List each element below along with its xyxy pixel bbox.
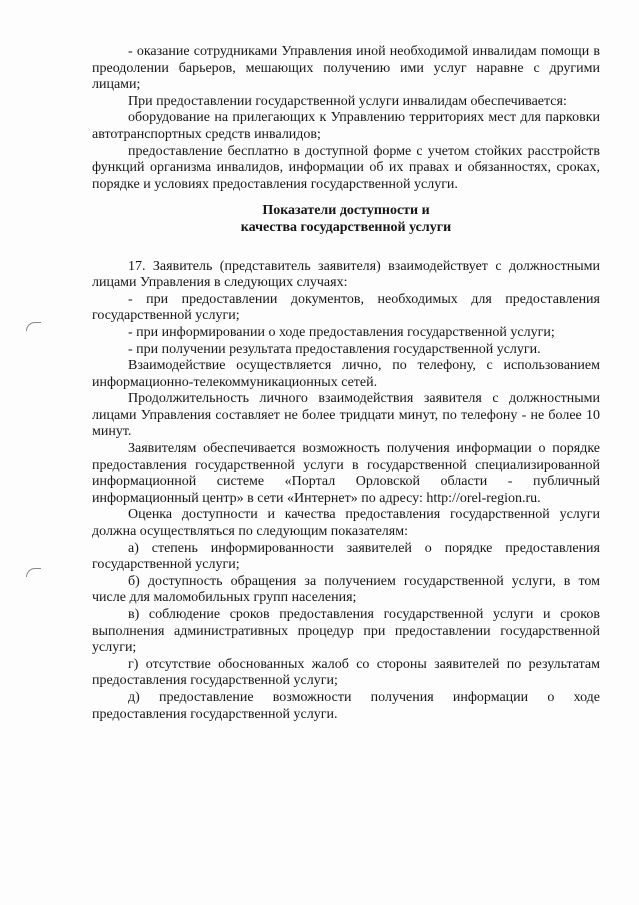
paragraph: При предоставлении государственной услуги инвалидам обеспечивается: [128, 93, 567, 109]
paragraph: - при информировании о ходе предоставления государственной услуги; [128, 324, 555, 340]
punch-hole-mark [26, 322, 41, 331]
paragraph: оборудование на прилегающих к Управлению территориях мест для парковки автотранспортных средств инвалидов; [92, 110, 600, 142]
paragraph: - оказание сотрудниками Управления иной необходимой инвалидам помощи в преодолении барьеров, мешающих получению ими услуг наравне с другими лицами; [92, 44, 600, 93]
paragraph: 17. Заявитель (представитель заявителя) взаимодействует с должностными лицами Управления в следующих случаях: [92, 258, 600, 291]
punch-hole-mark [26, 568, 41, 577]
paragraph: Заявителям обеспечивается возможность получения информации о порядке предоставления государственной услуги в государственной специализированной информационной системе «Портал Орловской области - публичный информационный центр» в сети «Интернет» по адресу: http://orel-region.ru. [92, 441, 600, 506]
section-heading-line: качества государственной услуги [240, 219, 452, 235]
paragraph: б) доступность обращения за получением государственной услуги, в том числе для маломобильных групп населения; [92, 573, 600, 606]
paragraph: в) соблюдение сроков предоставления государственной услуги и сроков выполнения административных процедур при предоставлении государственной услуги; [92, 607, 600, 656]
paragraph: а) степень информированности заявителей о порядке предоставления государственной услуги; [92, 540, 600, 573]
paragraph: - при предоставлении документов, необходимых для предоставления государственной услуги; [92, 291, 600, 324]
paragraph: г) отсутствие обоснованных жалоб со стороны заявителей по результатам предоставления государственной услуги; [92, 656, 600, 689]
document-body [92, 44, 600, 723]
section-heading [92, 193, 600, 246]
paragraph: предоставление бесплатно в доступной форме с учетом стойких расстройств функций организма инвалидов, информации об их правах и обязанностях, сроках, порядке и условиях предоставления государственной услуги. [92, 143, 600, 192]
paragraph: д) предоставление возможности получения информации о ходе предоставления государственной услуги. [92, 689, 600, 722]
paragraph: Продолжительность личного взаимодействия заявителя с должностными лицами Управления составляет не более тридцати минут, по телефону - не более 10 минут. [92, 391, 600, 440]
paragraph: Оценка доступности и качества предоставления государственной услуги должна осуществляться по следующим показателям: [92, 507, 600, 540]
paragraph: - при получении результата предоставления государственной услуги. [128, 341, 541, 357]
paragraph: Взаимодействие осуществляется лично, по телефону, с использованием информационно-телекоммуникационных сетей. [92, 358, 600, 390]
section-heading-line: Показатели доступности и [262, 203, 430, 219]
